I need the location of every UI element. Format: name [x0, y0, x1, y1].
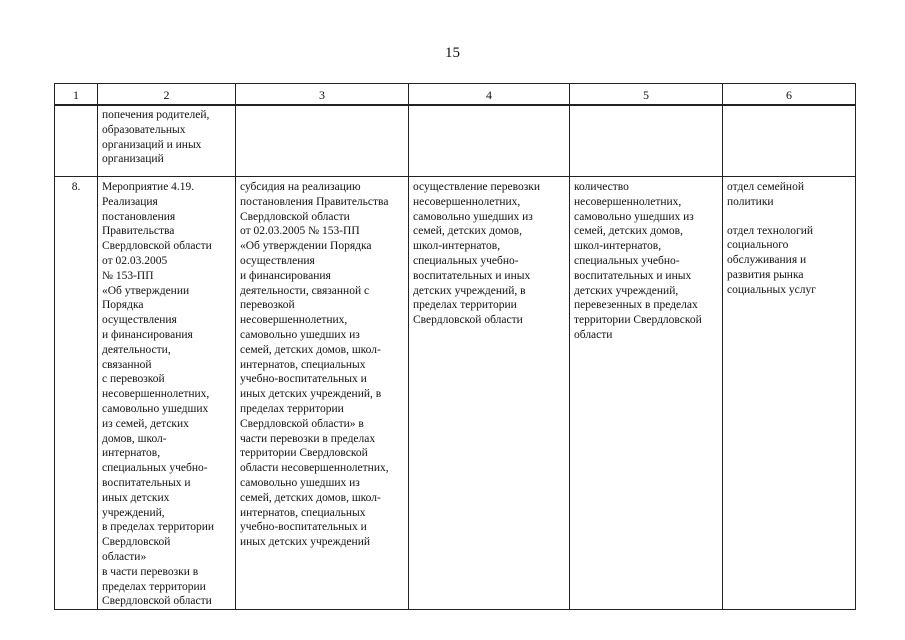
measure-description: Мероприятие 4.19. Реализация постановления Правительства Свердловской области от 02.03.2005 № 153-ПП «Об утверждении Порядка осуществления и финансирования деятельности, связанной с перевозкой несовершеннолетних, самовольно ушедших из семей, детских домов, школ- интернатов, специальных учебно- воспитательных и иных детских учреждений, в пределах территории Свердловской области» в части перевозки в пределах территории Свердловской области — [98, 177, 236, 610]
continuation-cell-2: попечения родителей, образовательных организаций и иных организаций — [98, 105, 236, 177]
page-number: 15 — [445, 45, 460, 61]
responsible-department-2: отдел технологий социального обслуживания и развития рынка социальных услуг — [727, 224, 816, 296]
activity-description: осуществление перевозки несовершеннолетних, самовольно ушедших из семей, детских домов, школ-интернатов, специальных учебно- воспитательных и иных детских учреждений, в пределах территории Свердловской области — [409, 177, 570, 610]
column-number-4: 4 — [409, 84, 570, 106]
indicator-description: количество несовершеннолетних, самовольно ушедших из семей, детских домов, школ-интернатов, специальных учебно- воспитательных и иных детских учреждений, перевезенных в пределах территории Свердловской области — [570, 177, 723, 610]
column-number-5: 5 — [570, 84, 723, 106]
column-number-3: 3 — [236, 84, 409, 106]
subsidy-description: субсидия на реализацию постановления Правительства Свердловской области от 02.03.2005 № 153-ПП «Об утверждении Порядка осуществления и финансирования деятельности, связанной с перевозкой несовершеннолетних, самовольно ушедших из семей, детских домов, школ- интернатов, специальных учебно-воспитательных и иных детских учреждений, в пределах территории Свердловской области» в части перевозки в пределах территории Свердловской области несовершеннолетних, самовольно ушедших из семей, детских домов, школ- интернатов, специальных учебно-воспитательных и иных детских учреждений — [236, 177, 409, 610]
continuation-cell-6 — [723, 105, 856, 177]
table-row-8 — [55, 177, 856, 610]
continuation-cell-5 — [570, 105, 723, 177]
continuation-cell-4 — [409, 105, 570, 177]
table-row-continuation — [55, 105, 856, 177]
column-number-6: 6 — [723, 84, 856, 106]
continuation-cell-3 — [236, 105, 409, 177]
row-number: 8. — [55, 177, 98, 610]
responsible-department-1: отдел семейной политики — [727, 181, 804, 208]
document-table — [54, 83, 856, 610]
table-header-row — [55, 84, 856, 106]
column-number-2: 2 — [98, 84, 236, 106]
continuation-cell-1 — [55, 105, 98, 177]
responsible-departments — [723, 177, 856, 610]
column-number-1: 1 — [55, 84, 98, 106]
